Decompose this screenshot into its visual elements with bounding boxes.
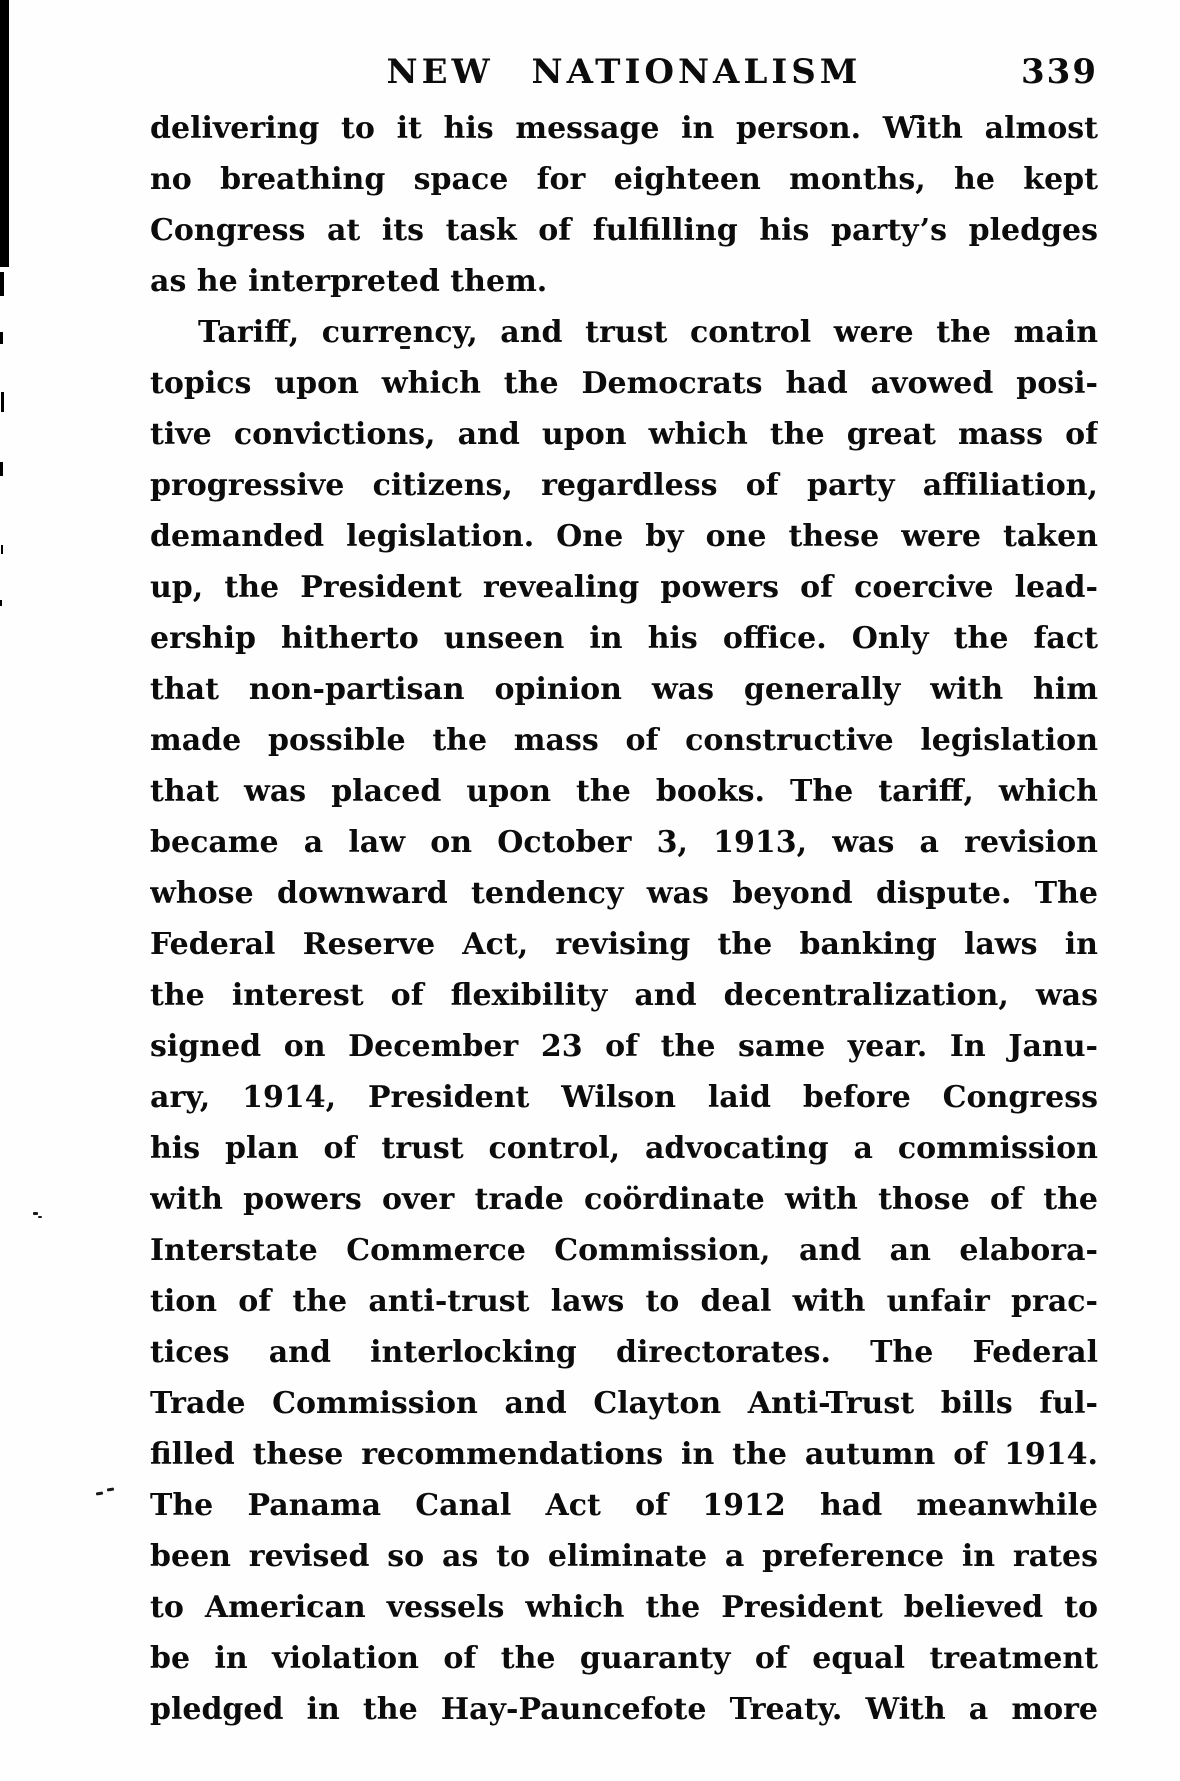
- page-number: 339: [1021, 52, 1098, 92]
- text-line: up, the President revealing powers of coercive lead-: [150, 570, 1098, 605]
- text-line: tices and interlocking directorates. The Federal: [150, 1335, 1098, 1370]
- text-line: with powers over trade coördinate with those of the: [150, 1182, 1098, 1217]
- text-line: whose downward tendency was beyond dispute. The: [150, 876, 1098, 911]
- scan-gutter-bar: [0, 0, 9, 267]
- text-line: Interstate Commerce Commission, and an elabora-: [150, 1233, 1098, 1268]
- text-line: progressive citizens, regardless of party affiliation,: [150, 468, 1098, 503]
- text-line: Trade Commission and Clayton Anti-Trust bills ful-: [150, 1386, 1098, 1421]
- text-line: the interest of flexibility and decentralization, was: [150, 978, 1098, 1013]
- scan-artifact: [96, 1492, 103, 1496]
- text-line: made possible the mass of constructive legislation: [150, 723, 1098, 758]
- text-line: Tariff, currency, and trust control were the main: [198, 315, 1098, 350]
- text-line: topics upon which the Democrats had avowed posi-: [150, 366, 1098, 401]
- text-line: Congress at its task of fulfilling his party’s pledges: [150, 213, 1098, 248]
- scan-artifact: [1, 545, 3, 554]
- text-line: be in violation of the guaranty of equal treatment: [150, 1641, 1098, 1676]
- text-line: as he interpreted them.: [150, 264, 548, 299]
- scan-artifact: [0, 600, 2, 606]
- text-line: signed on December 23 of the same year. In Janu-: [150, 1029, 1098, 1064]
- scan-artifact: [0, 272, 4, 296]
- text-line: to American vessels which the President believed to: [150, 1590, 1098, 1625]
- text-line: filled these recommendations in the autumn of 1914.: [150, 1437, 1098, 1472]
- scan-artifact: [33, 1212, 38, 1215]
- scan-artifact: [1, 392, 4, 412]
- text-line: ary, 1914, President Wilson laid before Congress: [150, 1080, 1098, 1115]
- text-line: been revised so as to eliminate a preference in rates: [150, 1539, 1098, 1574]
- text-line: no breathing space for eighteen months, he kept: [150, 162, 1098, 197]
- text-line: Federal Reserve Act, revising the banking laws in: [150, 927, 1098, 962]
- text-line: The Panama Canal Act of 1912 had meanwhile: [150, 1488, 1098, 1523]
- running-title: NEW NATIONALISM: [386, 52, 862, 92]
- text-line: tion of the anti-trust laws to deal with unfair prac-: [150, 1284, 1098, 1319]
- scan-artifact: [107, 1488, 114, 1492]
- body-text: [150, 103, 1098, 1735]
- text-line: tive convictions, and upon which the great mass of: [150, 417, 1098, 452]
- text-line: ership hitherto unseen in his office. Only the fact: [150, 621, 1098, 656]
- text-line: that non-partisan opinion was generally with him: [150, 672, 1098, 707]
- text-line: delivering to it his message in person. With almost: [150, 111, 1098, 146]
- text-line: that was placed upon the books. The tariff, which: [150, 774, 1098, 809]
- scan-artifact: [0, 332, 3, 344]
- scan-artifact: [38, 1216, 42, 1218]
- text-line: became a law on October 3, 1913, was a revision: [150, 825, 1098, 860]
- text-line: demanded legislation. One by one these were taken: [150, 519, 1098, 554]
- text-line: his plan of trust control, advocating a commission: [150, 1131, 1098, 1166]
- text-line: pledged in the Hay-Pauncefote Treaty. With a more: [150, 1692, 1098, 1727]
- scan-artifact: [0, 462, 3, 476]
- page-header: [150, 50, 1098, 94]
